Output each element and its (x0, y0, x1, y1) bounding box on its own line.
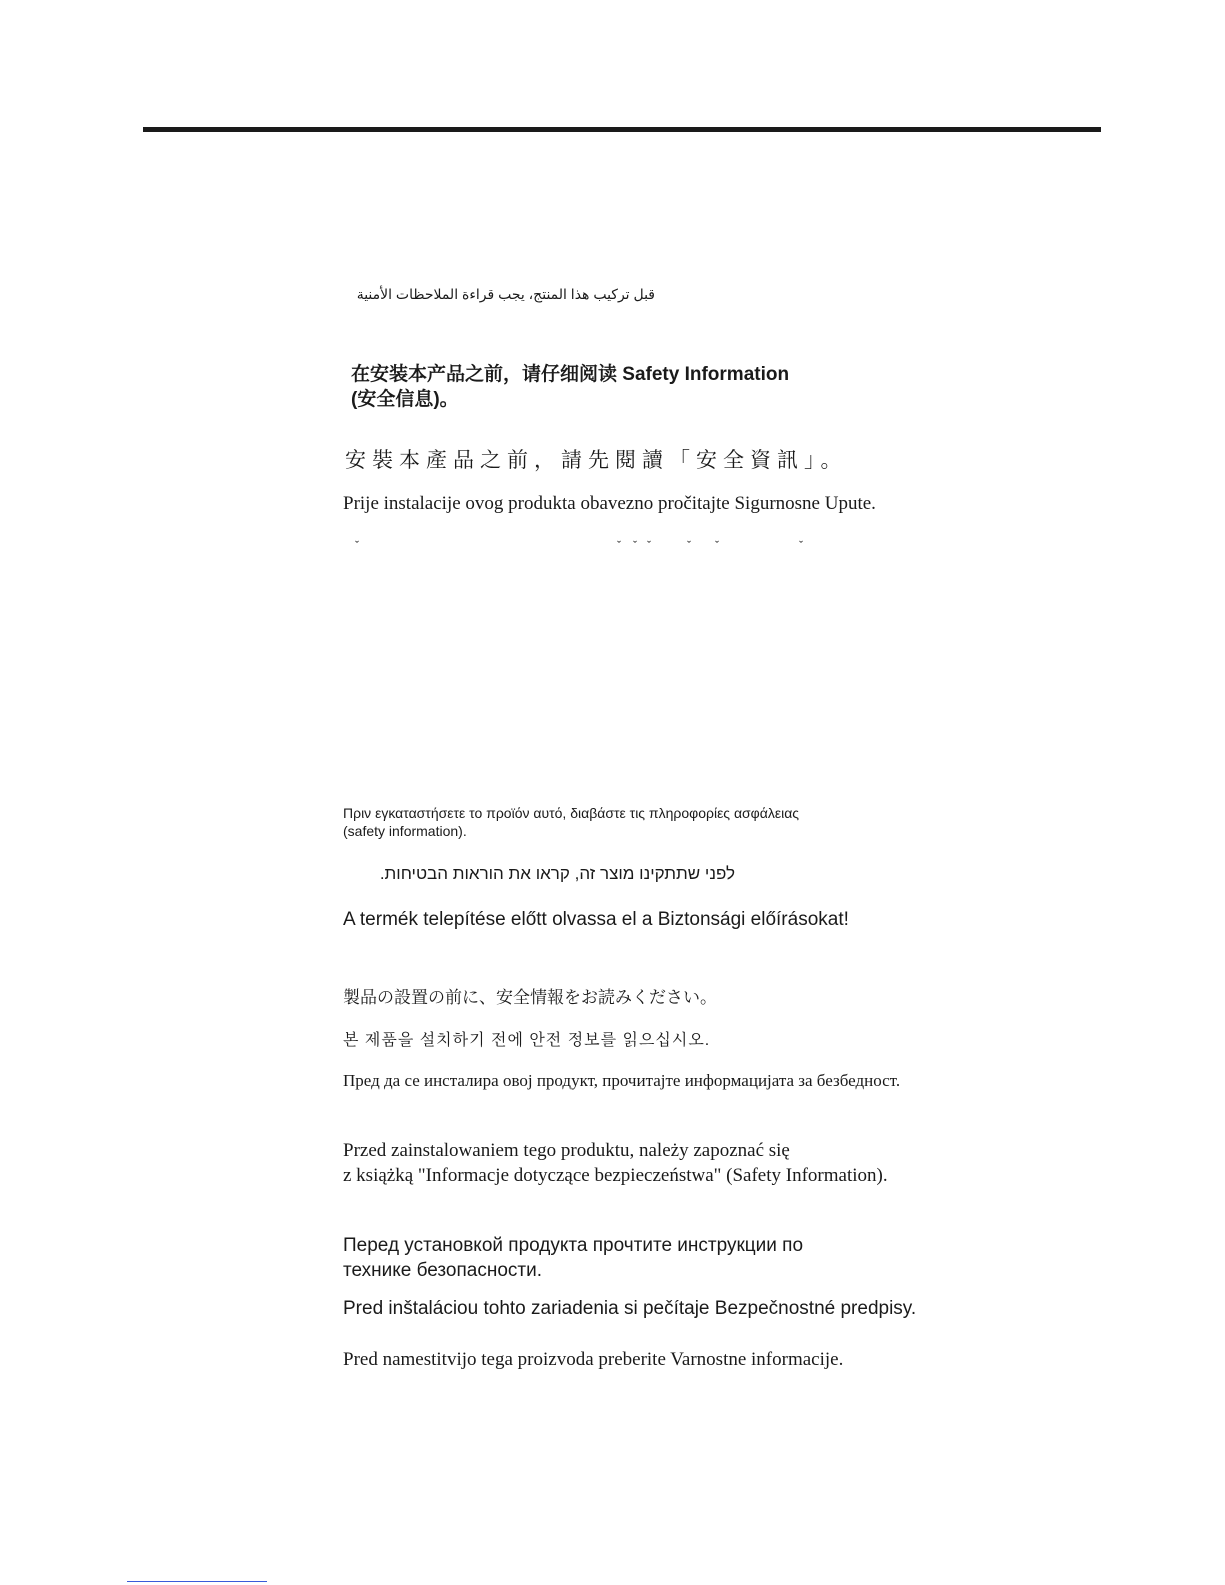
notice-chinese-simplified-line1: 在安装本产品之前，请仔细阅读 Safety Information (351, 364, 790, 385)
notice-chinese-traditional: 安裝本產品之前，請先閱讀「安全資訊」。 (345, 448, 848, 472)
notice-chinese-simplified-line2: (安全信息)。 (351, 389, 459, 410)
notice-greek-line1: Πριν εγκαταστήσετε το προϊόν αυτό, διαβάστε τις πληροφορίες ασφάλειας (343, 805, 800, 821)
footer-link-underline (127, 1581, 267, 1582)
notice-polish (343, 1138, 888, 1188)
notice-hungarian: A termék telepítése előtt olvassa el a Biztonsági előírásokat! (343, 909, 849, 930)
notice-russian-line2: технике безопасности. (343, 1260, 543, 1281)
caron-mark: ˇ (715, 538, 719, 552)
notice-japanese: 製品の設置の前に、安全情報をお読みください。 (343, 988, 717, 1007)
caron-mark: ˇ (633, 538, 637, 552)
caron-mark: ˇ (687, 538, 691, 552)
caron-mark: ˇ (647, 538, 651, 552)
notice-russian-line1: Перед установкой продукта прочтите инструкции по (343, 1235, 804, 1256)
notice-korean: 본 제품을 설치하기 전에 안전 정보를 읽으십시오. (343, 1032, 711, 1049)
notice-slovenian: Pred namestitvijo tega proizvoda preberite Varnostne informacije. (343, 1349, 844, 1370)
caron-mark: ˇ (799, 538, 803, 552)
notice-hebrew: לפני שתתקינו מוצר זה, קראו את הוראות הבטיחות. (379, 864, 735, 883)
notice-russian (343, 1233, 803, 1283)
notice-greek-line2: (safety information). (343, 823, 467, 839)
notice-macedonian: Пред да се инсталира овој продукт, прочитајте информацијата за безбедност. (343, 1071, 901, 1090)
notice-chinese-simplified (351, 362, 789, 412)
caron-mark: ˇ (355, 538, 359, 552)
notice-greek (343, 804, 799, 840)
caron-mark: ˇ (617, 538, 621, 552)
header-rule (143, 127, 1101, 132)
notice-croatian: Prije instalacije ovog produkta obavezno pročitajte Sigurnosne Upute. (343, 493, 876, 514)
notice-polish-line1: Przed zainstalowaniem tego produktu, należy zapoznać się (343, 1140, 790, 1161)
notice-slovak: Pred inštaláciou tohto zariadenia si pečítaje Bezpečnostné predpisy. (343, 1298, 917, 1319)
notice-polish-line2: z książką "Informacje dotyczące bezpieczeństwa" (Safety Information). (343, 1165, 888, 1186)
notice-arabic: قبل تركيب هذا المنتج، يجب قراءة الملاحظات الأمنية (356, 286, 655, 302)
